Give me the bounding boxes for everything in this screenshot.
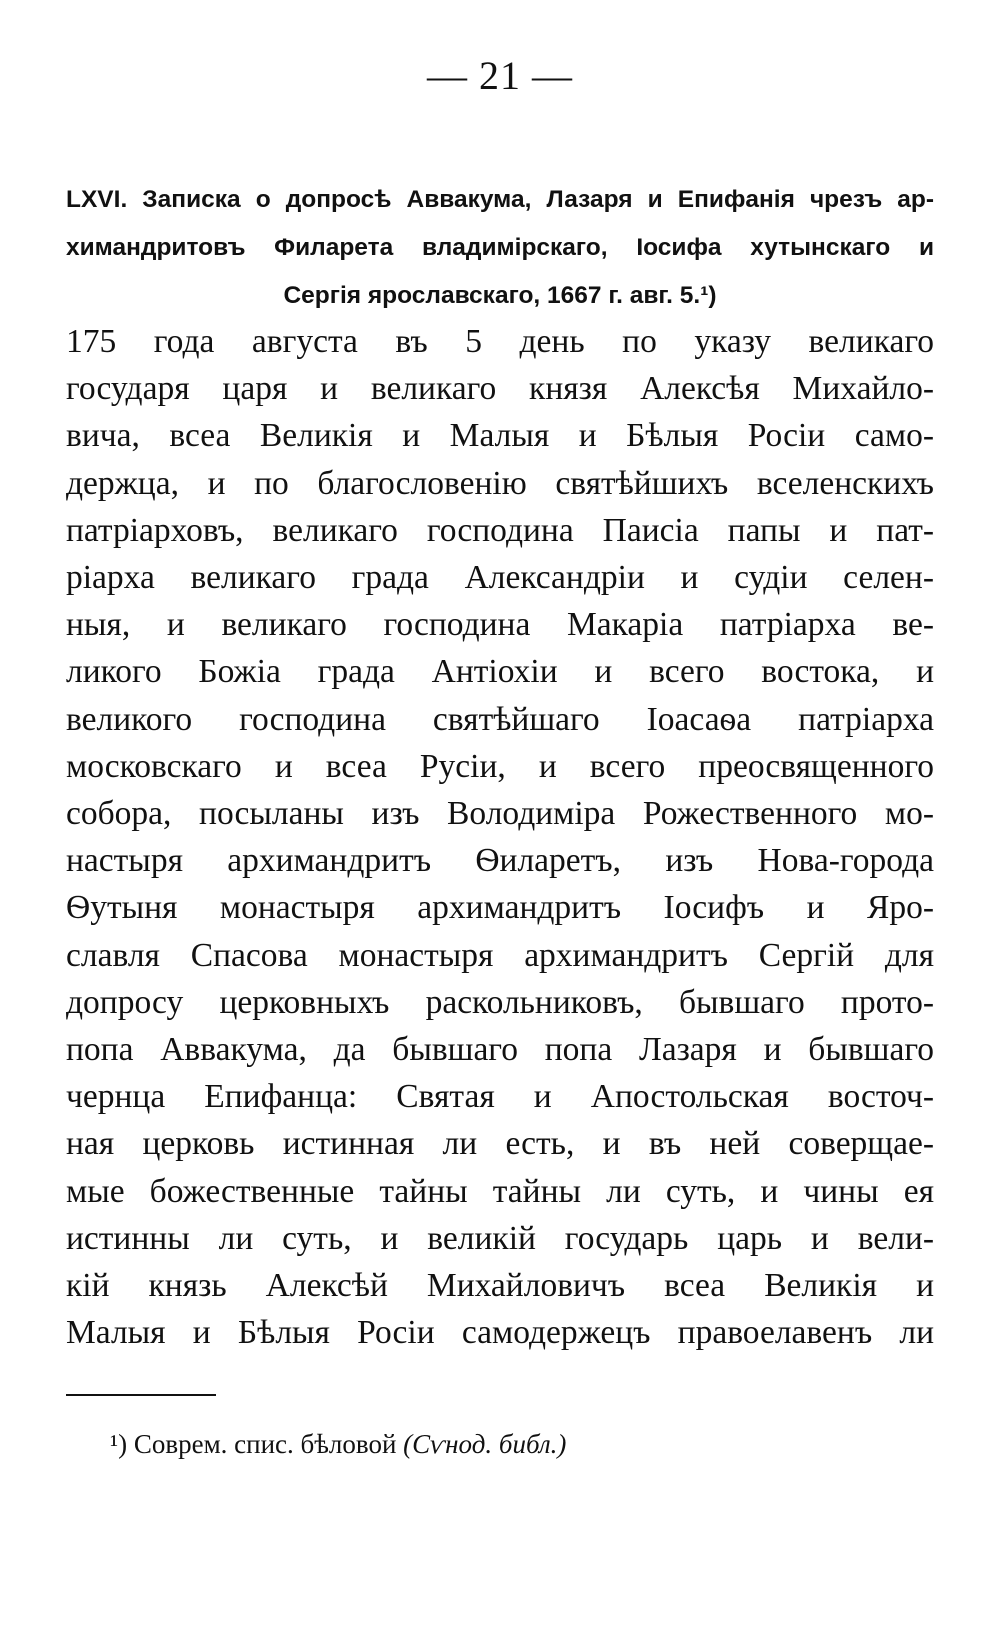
body-line: попа Аввакума, да бывшаго попа Лазаря и бывшаго bbox=[66, 1031, 934, 1069]
body-line: чернца Епифанца: Святая и Апостольская восточ- bbox=[66, 1078, 934, 1116]
body-line: настыря архимандритъ Ѳиларетъ, изъ Нова-города bbox=[66, 842, 934, 880]
body-line: истинны ли суть, и великій государь царь и вели- bbox=[66, 1219, 934, 1257]
body-line: мые божественные тайны тайны ли суть, и чины ея bbox=[66, 1172, 934, 1210]
footnote bbox=[110, 1426, 810, 1462]
body-line: славля Спасова монастыря архимандритъ Сергій для bbox=[66, 936, 934, 974]
body-line: кій князь Алексѣй Михайловичъ всеа Великія и bbox=[66, 1267, 934, 1305]
body-line: ныя, и великаго господина Макаріа патріарха ве- bbox=[66, 606, 934, 644]
footnote-source: (Сѵнод. библ.) bbox=[403, 1429, 567, 1459]
body-line: московскаго и всеа Русіи, и всего преосвященного bbox=[66, 747, 934, 785]
body-line: великого господина святѣйшаго Іоасаѳа патріарха bbox=[66, 700, 934, 738]
heading-line: Сергія ярославскаго, 1667 г. авг. 5.¹) bbox=[283, 282, 717, 309]
body-line: вича, всеа Великія и Малыя и Бѣлыя Росіи само- bbox=[66, 417, 934, 455]
body-text bbox=[66, 318, 934, 1356]
body-line: 175 года августа въ 5 день по указу великаго bbox=[66, 323, 934, 360]
body-line: Ѳутыня монастыря архимандритъ Іосифъ и Яро- bbox=[66, 889, 934, 927]
body-line: патріарховъ, великаго господина Паисіа папы и пат- bbox=[66, 511, 934, 549]
body-line: Малыя и Бѣлыя Росіи самодержецъ правоелавенъ ли bbox=[66, 1314, 934, 1352]
document-heading bbox=[66, 176, 934, 320]
body-line: ріарха великаго града Александріи и судіи селен- bbox=[66, 559, 934, 597]
body-line: ликого Божіа града Антіохіи и всего востока, и bbox=[66, 653, 934, 691]
heading-line: LXVI. Записка о допросѣ Аввакума, Лазаря и Епифанія чрезъ ар- bbox=[66, 186, 934, 213]
body-line: государя царя и великаго князя Алексѣя Михайло- bbox=[66, 370, 934, 408]
body-line: держца, и по благословенію святѣйшихъ вселенскихъ bbox=[66, 464, 934, 502]
footnote-text: Соврем. спис. бѣловой bbox=[133, 1429, 397, 1459]
page-number: — 21 — bbox=[427, 53, 573, 98]
footnote-marker: ¹) bbox=[110, 1429, 128, 1459]
body-line: собора, посыланы изъ Володиміра Рожественного мо- bbox=[66, 795, 934, 833]
body-line: ная церковь истинная ли есть, и въ ней соверщае- bbox=[66, 1125, 934, 1163]
heading-line: химандритовъ Филарета владимірскаго, Іосифа хутынскаго и bbox=[66, 234, 934, 261]
footnote-divider bbox=[66, 1394, 216, 1396]
body-line: допросу церковныхъ раскольниковъ, бывшаго прото- bbox=[66, 983, 934, 1021]
